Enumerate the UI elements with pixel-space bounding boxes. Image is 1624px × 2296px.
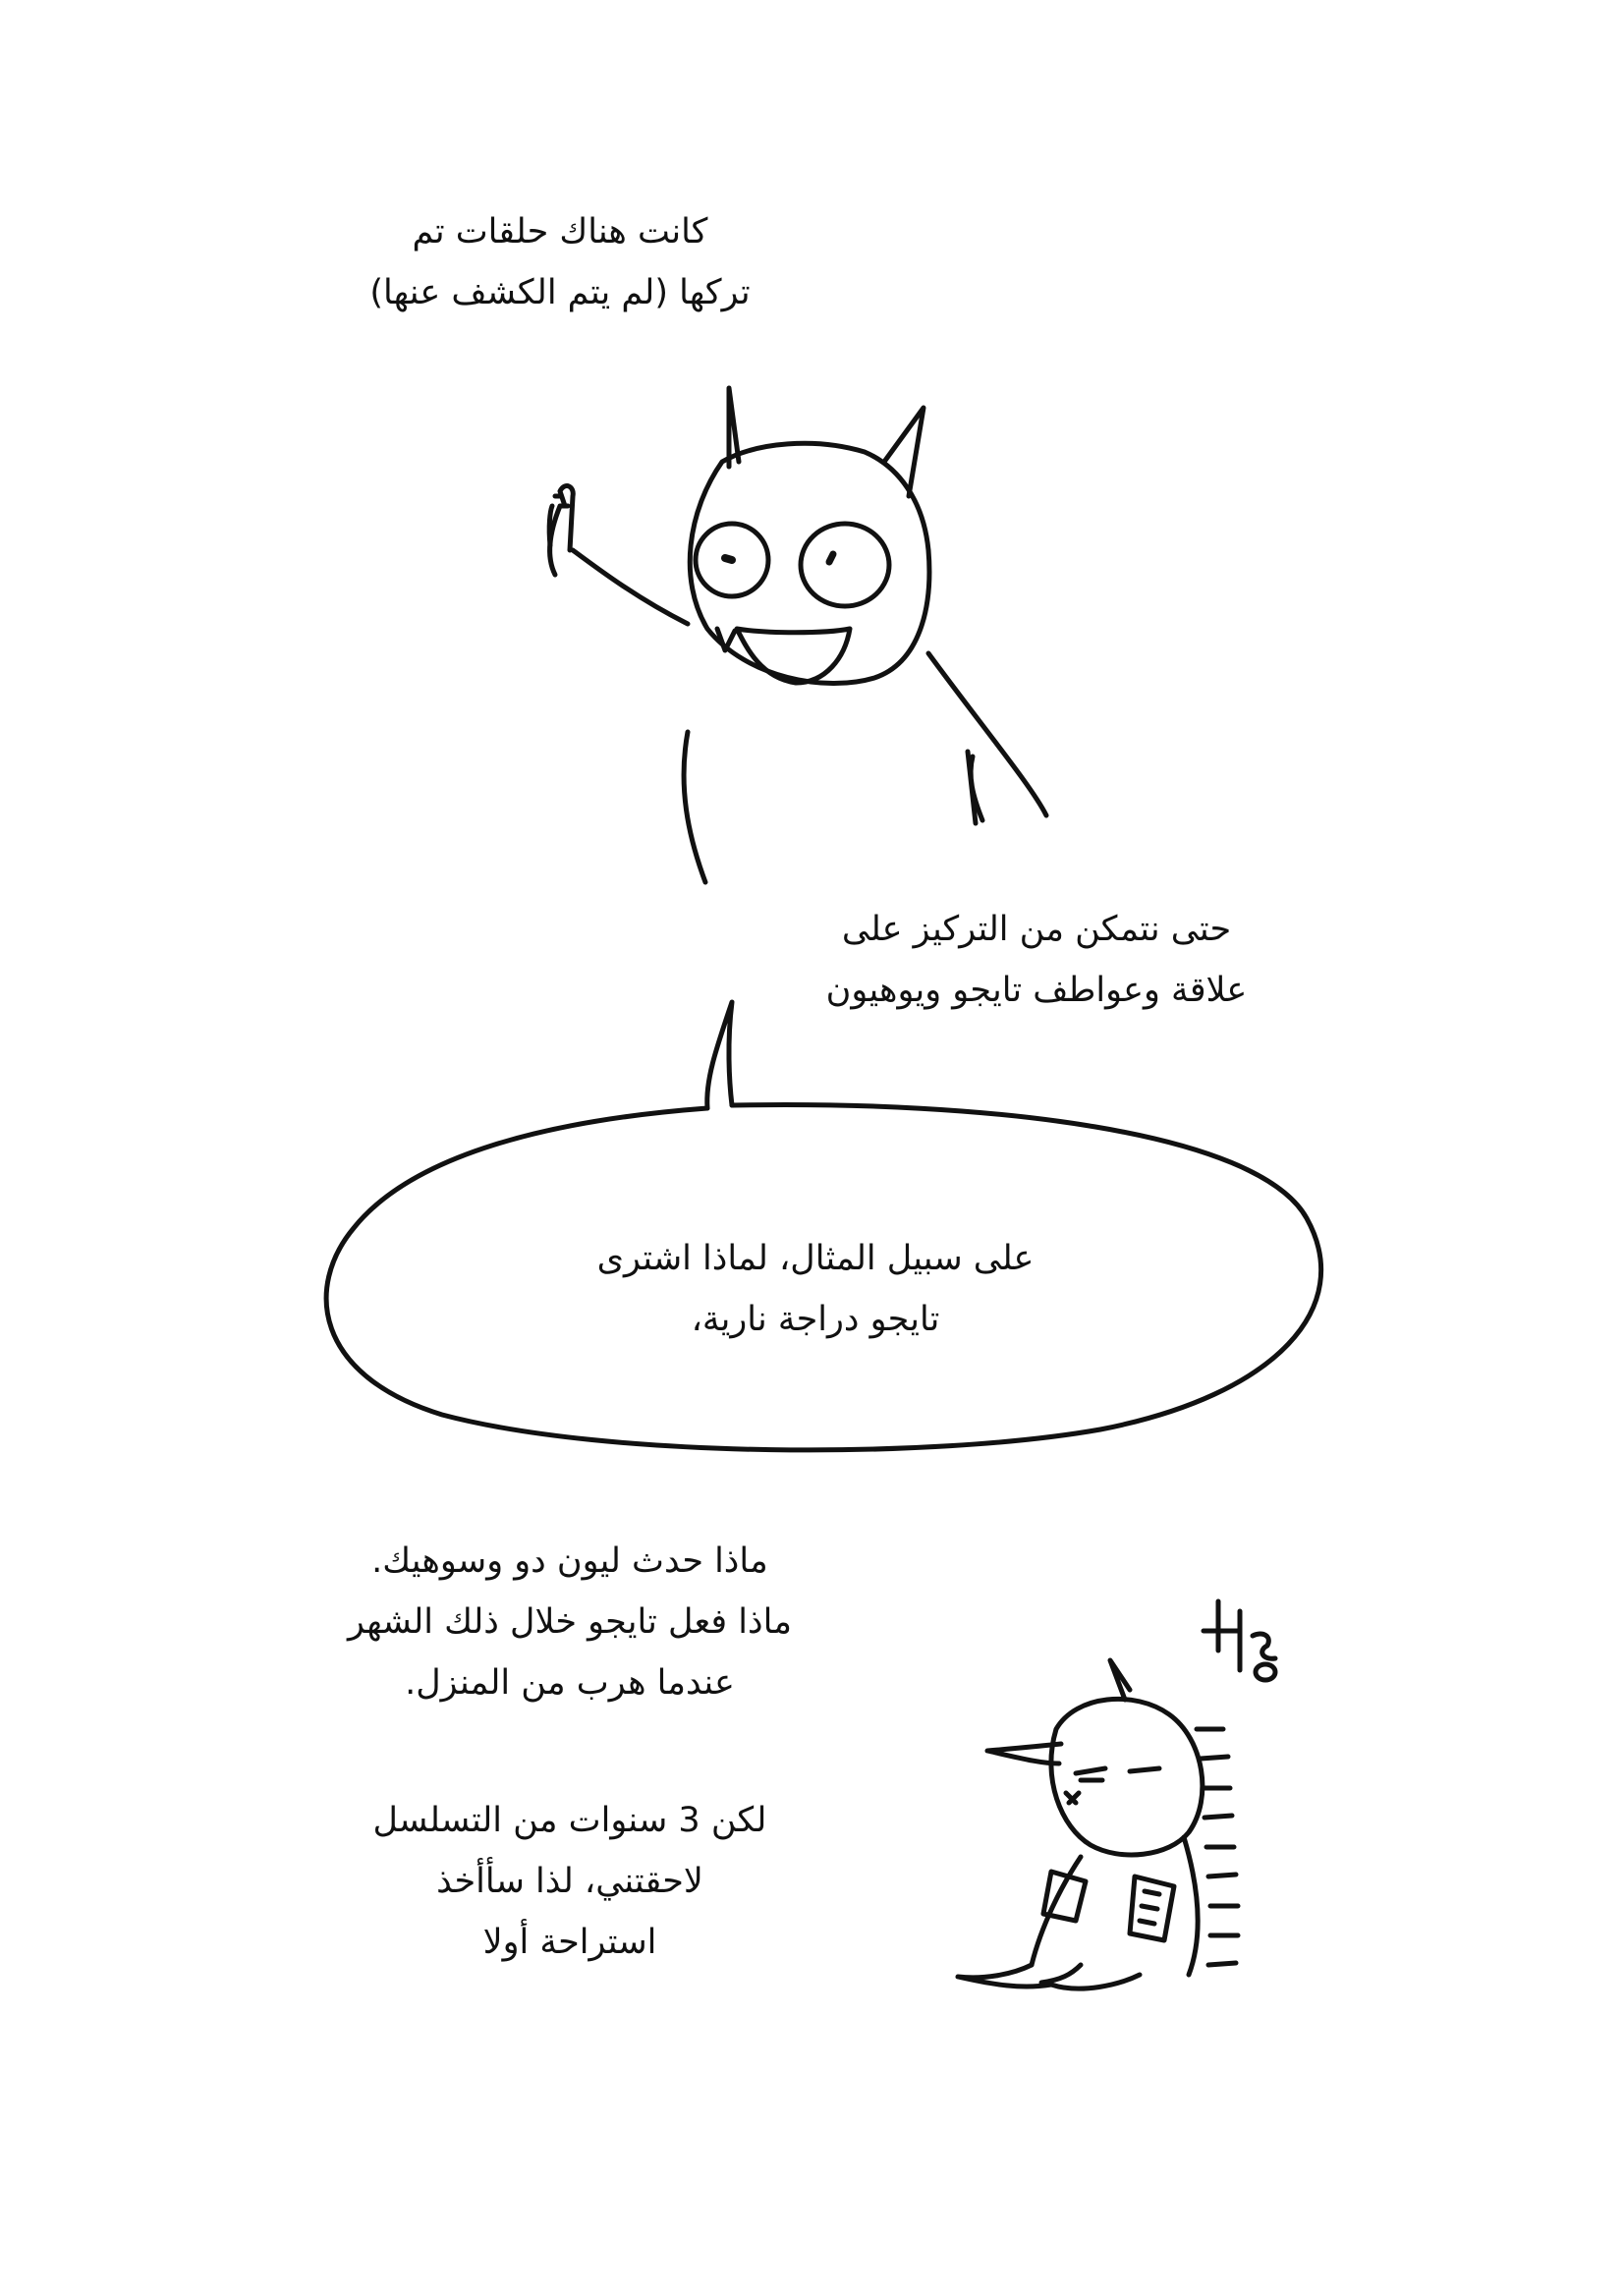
pointing-creature-drawing [549,388,1046,882]
speech-bubble-text [511,1228,1120,1350]
caption-top [295,201,825,323]
caption-rest-line-3: استراحة أولا [482,1923,657,1962]
caption-focus-line-1: حتى نتمكن من التركيز على [841,910,1232,949]
caption-questions-line-2: ماذا فعل تايجو خلال ذلك الشهر [347,1602,793,1642]
caption-top-line-1: كانت هناك حلقات تم [412,212,708,252]
caption-questions-line-1: ماذا حدث ليون دو وسوهيك. [371,1541,768,1581]
speech-bubble-line-1: على سبيل المثال، لماذا اشترى [596,1239,1035,1278]
caption-focus-line-2: علاقة وعواطف تايجو ويوهيون [825,971,1248,1010]
caption-rest [295,1790,845,1973]
speech-bubble-line-2: تايجو دراجة نارية، [691,1300,940,1339]
caption-rest-line-2: لاحقتني، لذا سأأخذ [436,1862,703,1901]
caption-top-line-2: تركها (لم يتم الكشف عنها) [369,273,751,312]
caption-questions [275,1531,865,1713]
speech-bubble-shape [326,1002,1321,1450]
sitting-creature-drawing [958,1660,1238,1988]
signature-mark [1204,1601,1275,1680]
caption-focus [756,899,1316,1021]
caption-rest-line-1: لكن 3 سنوات من التسلسل [372,1801,767,1840]
caption-questions-line-3: عندما هرب من المنزل. [405,1663,735,1703]
